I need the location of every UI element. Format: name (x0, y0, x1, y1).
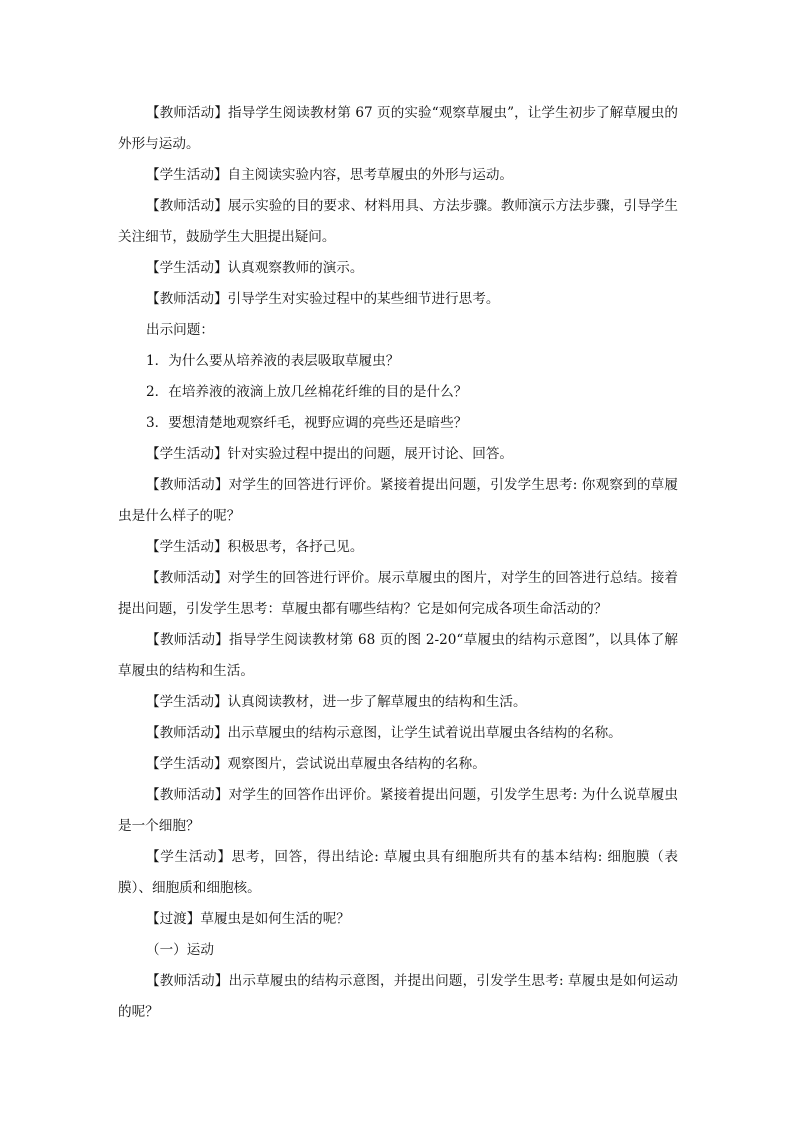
paragraph: 【学生活动】思考，回答，得出结论: 草履虫具有细胞所共有的基本结构: 细胞膜（表膜）、细胞质和细胞核。 (118, 849, 678, 896)
paragraph: 【教师活动】对学生的回答进行评价。紧接着提出问题，引发学生思考: 你观察到的草履虫是什么样子的呢？ (118, 477, 678, 524)
paragraph: 【过渡】草履虫是如何生活的呢？ (146, 911, 350, 927)
paragraph: 【学生活动】认真观察教师的演示。 (146, 260, 364, 276)
question-item: 1．为什么要从培养液的表层吸取草履虫？ (146, 353, 400, 369)
paragraph: 【学生活动】自主阅读实验内容，思考草履虫的外形与运动。 (146, 167, 514, 183)
paragraph: 【教师活动】对学生的回答进行评价。展示草履虫的图片，对学生的回答进行总结。接着提出问题，引发学生思考：草履虫都有哪些结构？它是如何完成各项生命活动的？ (118, 570, 678, 617)
paragraph: 【学生活动】针对实验过程中提出的问题，展开讨论、回答。 (146, 446, 514, 462)
paragraph: 【教师活动】对学生的回答作出评价。紧接着提出问题，引发学生思考: 为什么说草履虫是一个细胞？ (118, 787, 678, 834)
paragraph: 【学生活动】观察图片，尝试说出草履虫各结构的名称。 (146, 756, 486, 772)
paragraph: 【教师活动】指导学生阅读教材第 68 页的图 2-20“草履虫的结构示意图”，以具体了解草履虫的结构和生活。 (118, 632, 678, 679)
paragraph: 【教师活动】出示草履虫的结构示意图，让学生试着说出草履虫各结构的名称。 (146, 725, 622, 741)
section-heading: （一）运动 (146, 942, 214, 958)
paragraph: 【教师活动】指导学生阅读教材第 67 页的实验“观察草履虫”，让学生初步了解草履虫的外形与运动。 (118, 105, 678, 152)
paragraph: 【学生活动】认真阅读教材，进一步了解草履虫的结构和生活。 (146, 694, 527, 710)
paragraph: 【教师活动】出示草履虫的结构示意图，并提出问题，引发学生思考: 草履虫是如何运动的呢？ (118, 973, 678, 1020)
question-item: 3．要想清楚地观察纤毛，视野应调的亮些还是暗些？ (146, 415, 468, 431)
document-body (118, 98, 678, 1028)
paragraph: 【教师活动】引导学生对实验过程中的某些细节进行思考。 (146, 291, 500, 307)
paragraph: 【学生活动】积极思考，各抒己见。 (146, 539, 364, 555)
paragraph: 【教师活动】展示实验的目的要求、材料用具、方法步骤。教师演示方法步骤，引导学生关注细节，鼓励学生大胆提出疑问。 (118, 198, 678, 245)
question-item: 2．在培养液的液滴上放几丝棉花纤维的目的是什么？ (146, 384, 468, 400)
paragraph: 出示问题： (146, 322, 214, 338)
